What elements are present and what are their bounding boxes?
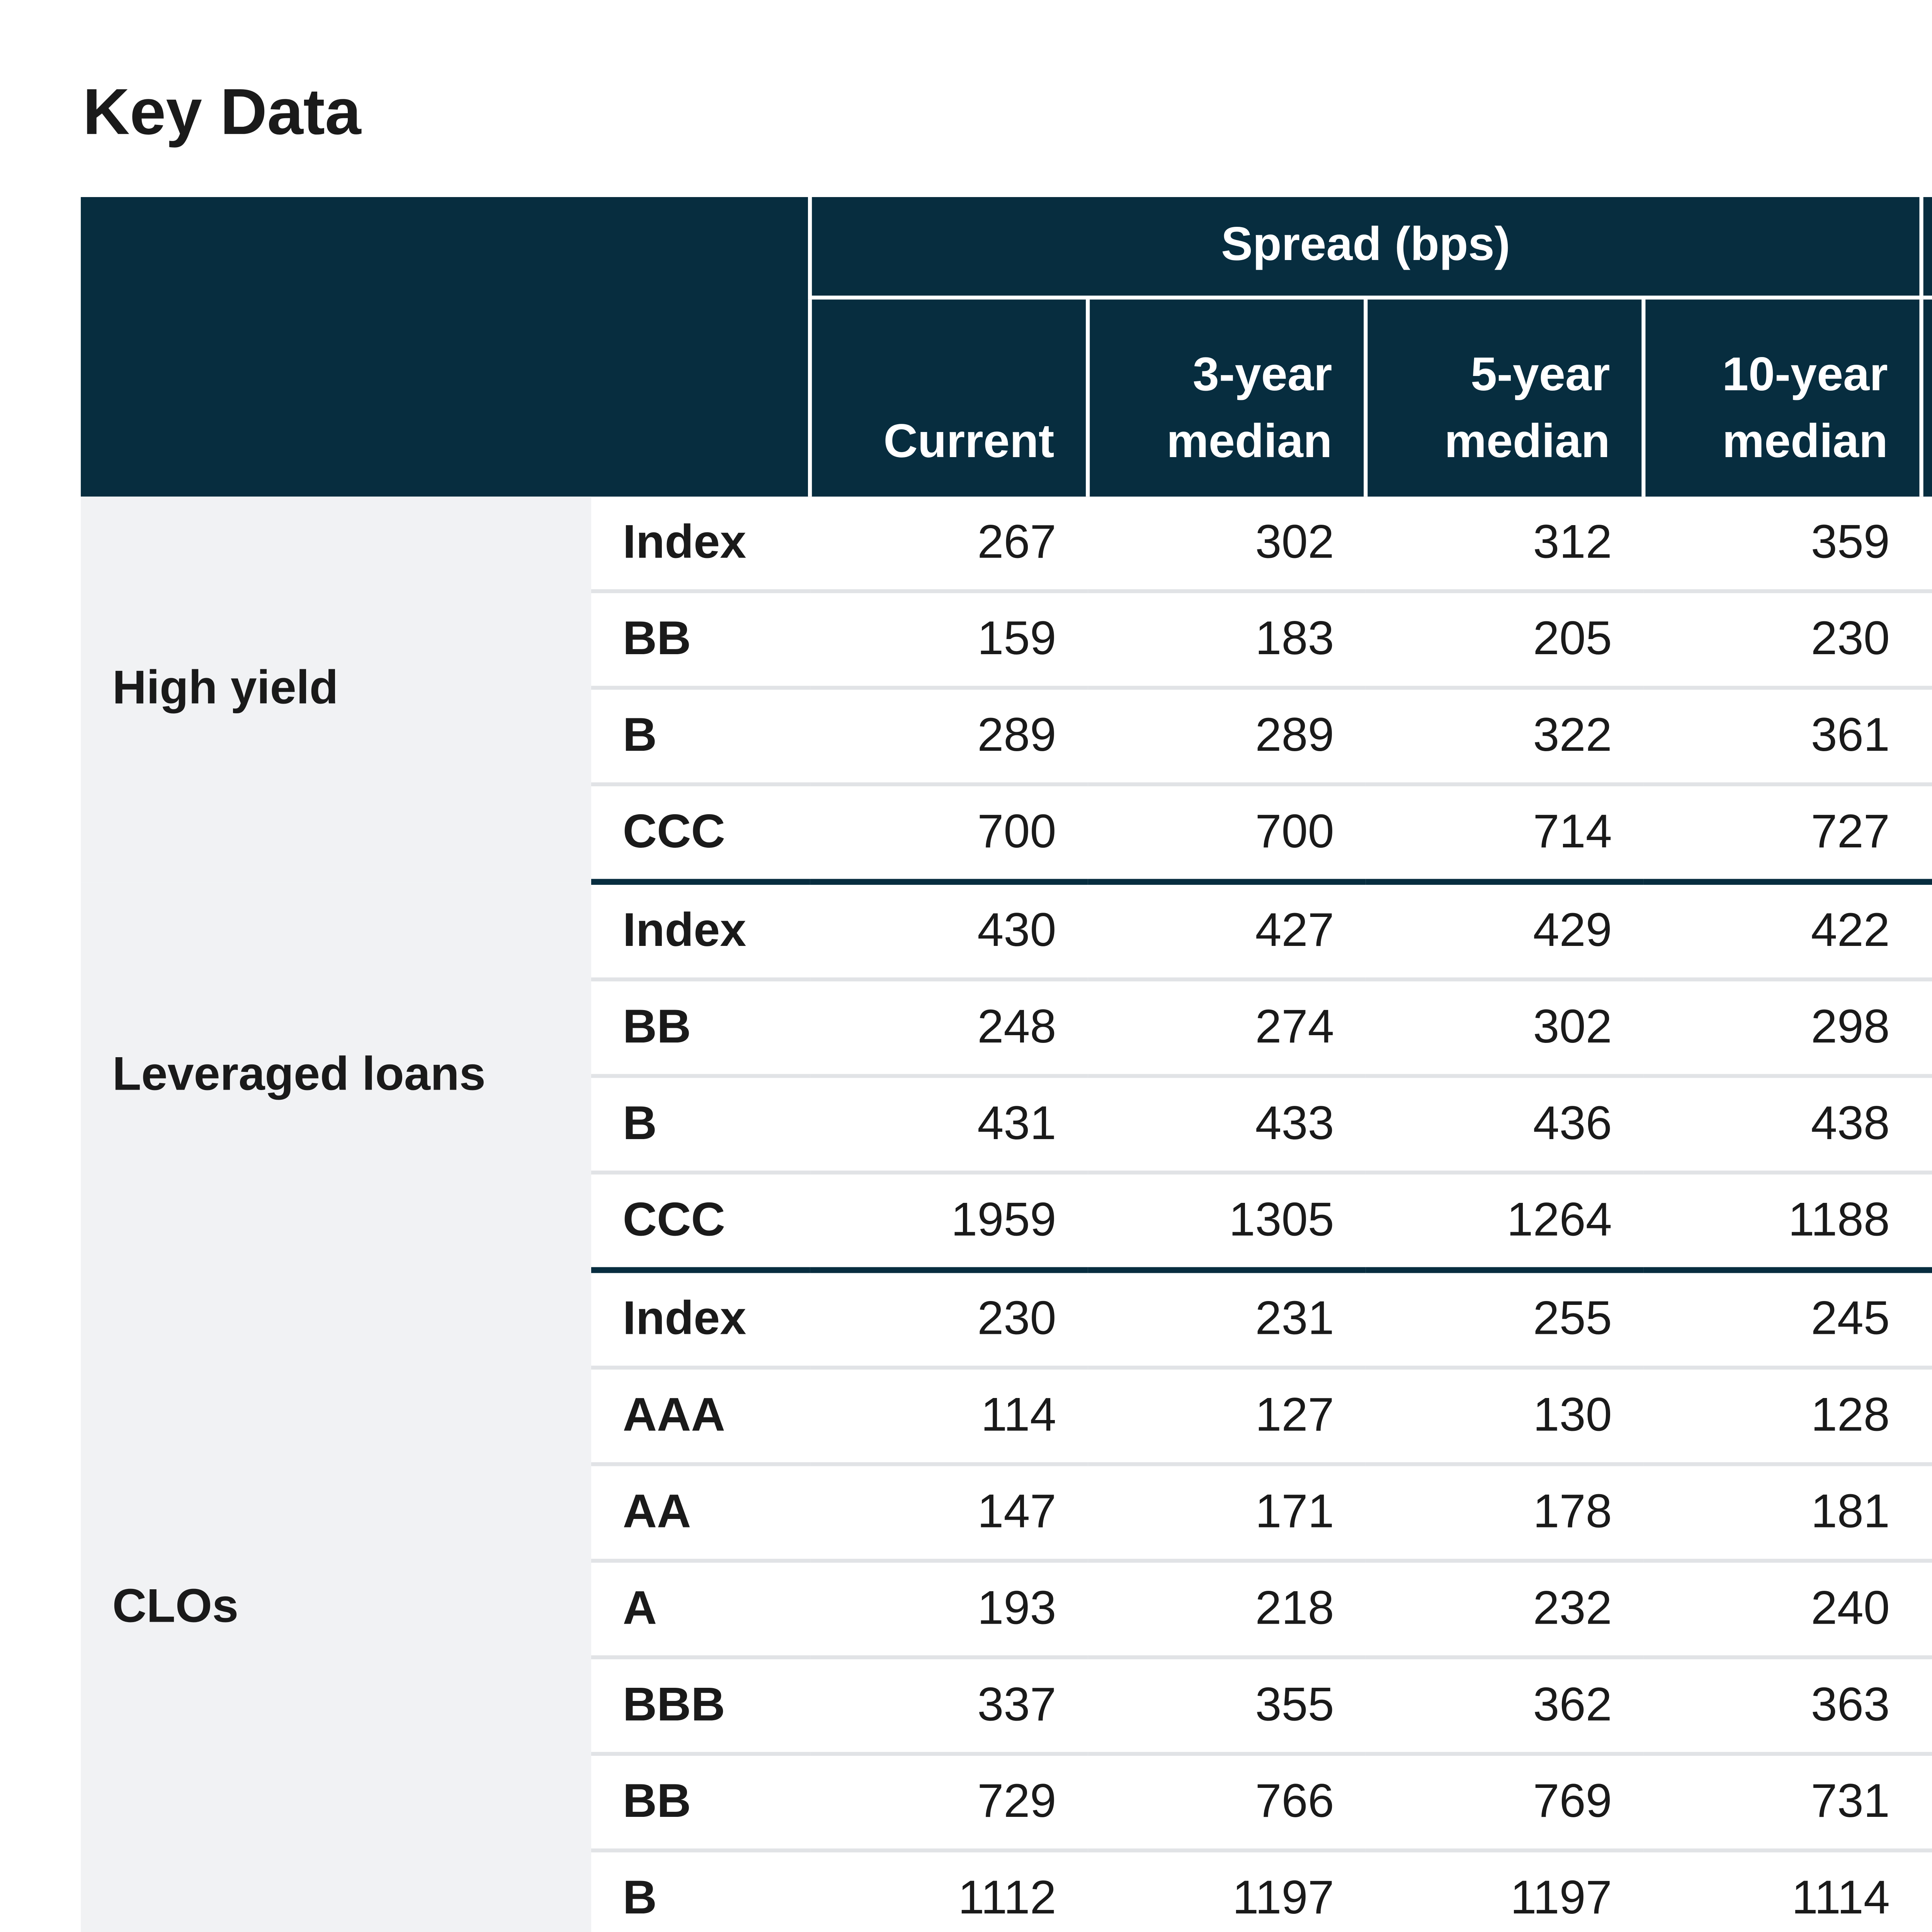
- table-cell: 171: [1088, 1464, 1366, 1561]
- table-cell: [1922, 980, 1932, 1076]
- table-cell: 359: [1643, 497, 1921, 591]
- table-cell: 1959: [810, 1173, 1088, 1270]
- table-cell: 731: [1643, 1754, 1921, 1850]
- table-cell: [1922, 1270, 1932, 1367]
- table-cell: 322: [1366, 688, 1643, 784]
- table-cell: 298: [1643, 980, 1921, 1076]
- table-cell: 766: [1088, 1754, 1366, 1850]
- table-cell: 361: [1643, 688, 1921, 784]
- table-cell: 245: [1643, 1270, 1921, 1367]
- row-label: AAA: [591, 1367, 810, 1464]
- table-body: [81, 497, 1932, 1932]
- page-title: Key Data: [83, 75, 361, 148]
- table-cell: 337: [810, 1657, 1088, 1754]
- table-cell: 438: [1643, 1076, 1921, 1173]
- table-cell: 1305: [1088, 1173, 1366, 1270]
- table-cell: 159: [810, 591, 1088, 688]
- table-cell: 183: [1088, 591, 1366, 688]
- table-cell: 312: [1366, 497, 1643, 591]
- table-cell: 232: [1366, 1561, 1643, 1657]
- group-label: High yield: [81, 497, 591, 882]
- table-cell: 130: [1366, 1367, 1643, 1464]
- table-cell: 700: [810, 784, 1088, 882]
- table-cell: [1922, 1367, 1932, 1464]
- table-cell: 1197: [1232, 1871, 1334, 1925]
- yield-group-header: [1922, 197, 1932, 298]
- table-cell: [1922, 1561, 1932, 1657]
- row-label: B: [591, 1076, 810, 1173]
- table-cell: 230: [1643, 591, 1921, 688]
- row-label: BB: [591, 980, 810, 1076]
- table-cell: 114: [810, 1367, 1088, 1464]
- group-label: Leveraged loans: [81, 882, 591, 1270]
- table-cell: 302: [1366, 980, 1643, 1076]
- table-cell: [1922, 591, 1932, 688]
- table-cell: 427: [1088, 882, 1366, 979]
- table-cell: 267: [810, 497, 1088, 591]
- table-cell: 363: [1643, 1657, 1921, 1754]
- table-cell: 274: [1088, 980, 1366, 1076]
- table-cell: 362: [1366, 1657, 1643, 1754]
- group-label: CLOs: [81, 1270, 591, 1932]
- table-cell: 218: [1088, 1561, 1366, 1657]
- table-cell: 727: [1643, 784, 1921, 882]
- column-header: 5-year median: [1366, 298, 1643, 497]
- table-cell: [1922, 1657, 1932, 1754]
- table-cell: 714: [1366, 784, 1643, 882]
- table-cell: 729: [810, 1754, 1088, 1850]
- table-cell: [1922, 1850, 1932, 1932]
- column-header: 3-year median: [1088, 298, 1366, 497]
- row-label: BB: [591, 591, 810, 688]
- table-cell: 422: [1643, 882, 1921, 979]
- table-cell: 147: [810, 1464, 1088, 1561]
- table-cell: [1922, 688, 1932, 784]
- row-label: CCC: [591, 784, 810, 882]
- table-cell: 436: [1366, 1076, 1643, 1173]
- table-cell: 181: [1643, 1464, 1921, 1561]
- table-cell: [1922, 1754, 1932, 1850]
- table-cell: [1922, 784, 1932, 882]
- table-cell: 230: [810, 1270, 1088, 1367]
- table-cell: 1264: [1366, 1173, 1643, 1270]
- table-cell: 289: [1088, 688, 1366, 784]
- table-cell: 127: [1088, 1367, 1366, 1464]
- column-header: Current: [810, 298, 1088, 497]
- row-label: Index: [591, 882, 810, 979]
- row-label: BBB: [591, 1657, 810, 1754]
- table-cell: 1197: [1510, 1871, 1612, 1925]
- table-row: [81, 497, 1932, 591]
- row-label: Index: [591, 1270, 810, 1367]
- table-cell: 1112: [958, 1871, 1056, 1925]
- row-label: BB: [591, 1754, 810, 1850]
- table-cell: 430: [810, 882, 1088, 979]
- table-cell: 769: [1366, 1754, 1643, 1850]
- table-row: [81, 1270, 1932, 1367]
- table-cell: 1188: [1643, 1173, 1921, 1270]
- table-cell: 355: [1088, 1657, 1366, 1754]
- row-label: CCC: [591, 1173, 810, 1270]
- table-cell: 289: [810, 688, 1088, 784]
- spread-group-header: Spread (bps): [810, 197, 1921, 298]
- table-cell: 231: [1088, 1270, 1366, 1367]
- table-cell: 255: [1366, 1270, 1643, 1367]
- table-cell: 205: [1366, 591, 1643, 688]
- table-cell: [1922, 1173, 1932, 1270]
- header-blank: [81, 197, 810, 497]
- table-cell: 302: [1088, 497, 1366, 591]
- table-cell: 700: [1088, 784, 1366, 882]
- row-label: AA: [591, 1464, 810, 1561]
- table-cell: 248: [810, 980, 1088, 1076]
- table-cell: 128: [1643, 1367, 1921, 1464]
- table-cell: 431: [810, 1076, 1088, 1173]
- table-row: [81, 882, 1932, 979]
- table-cell: 193: [810, 1561, 1088, 1657]
- row-label: A: [591, 1561, 810, 1657]
- key-data-table: [81, 197, 1932, 1932]
- row-label: B: [622, 1871, 657, 1925]
- table-cell: 240: [1643, 1561, 1921, 1657]
- table-cell: [1922, 882, 1932, 979]
- table-cell: [1922, 1076, 1932, 1173]
- column-header: [1922, 298, 1932, 497]
- table-cell: 433: [1088, 1076, 1366, 1173]
- column-header: 10-year median: [1643, 298, 1921, 497]
- table-cell: [1922, 497, 1932, 591]
- table-cell: [1922, 1464, 1932, 1561]
- row-label: B: [591, 688, 810, 784]
- row-label: Index: [591, 497, 810, 591]
- table-cell: 429: [1366, 882, 1643, 979]
- table-cell: 1114: [1791, 1871, 1890, 1925]
- table-cell: 178: [1366, 1464, 1643, 1561]
